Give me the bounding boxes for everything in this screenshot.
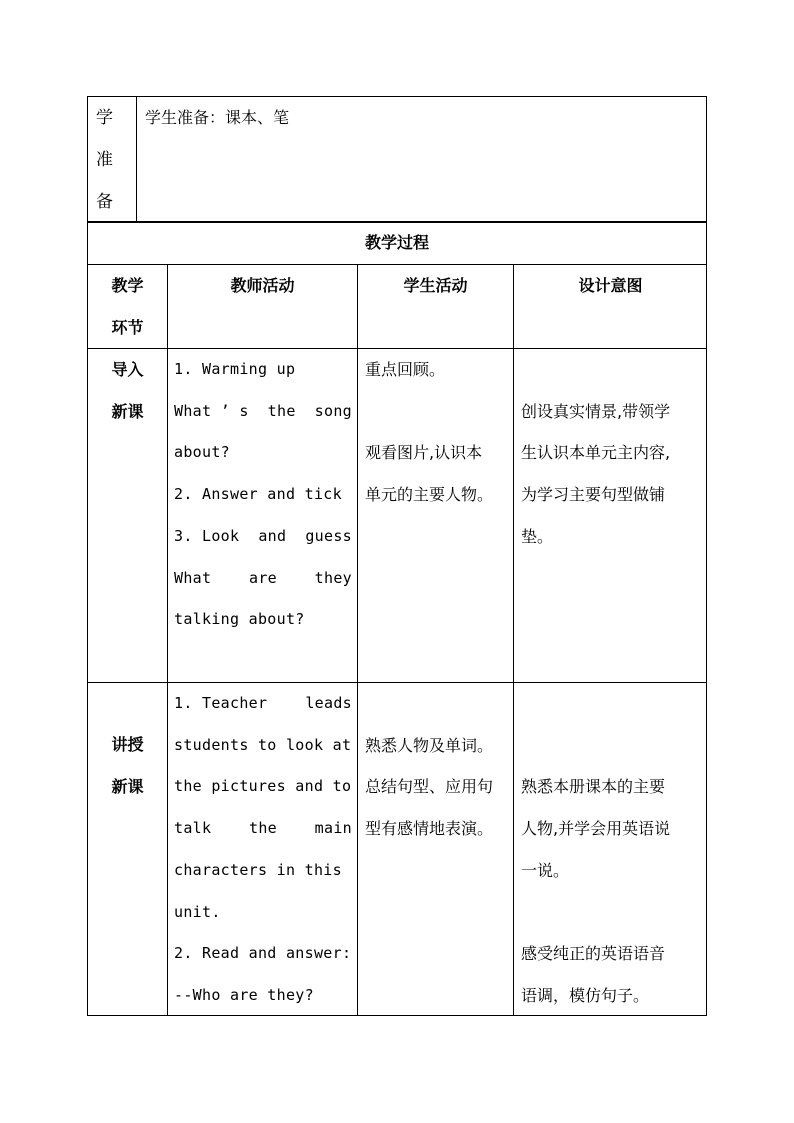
- student-line: [365, 683, 493, 725]
- prep-label-char: 准: [96, 150, 113, 170]
- row2-intent: [521, 683, 670, 1017]
- intent-line: 语调，模仿句子。: [521, 985, 650, 1005]
- teacher-line: students to look at: [174, 735, 352, 754]
- intent-line: [521, 725, 670, 767]
- student-line: 重点回顾。: [365, 360, 446, 379]
- row2-teacher: [174, 683, 352, 1017]
- row2-student: [365, 683, 493, 850]
- header-teacher: 教师活动: [230, 276, 295, 295]
- row1-section: [88, 349, 167, 432]
- teacher-line: talking about?: [174, 610, 305, 629]
- col-divider-2: [357, 264, 358, 1016]
- row1-intent: [521, 349, 670, 558]
- teacher-line: 2. Read and answer:: [174, 944, 352, 963]
- row2-section-line: 新课: [111, 776, 144, 796]
- intent-line: 生认识本单元主内容,: [521, 443, 671, 463]
- prep-content: 学生准备：课本、笔: [145, 108, 290, 127]
- row1-section-line: 导入: [111, 360, 144, 379]
- teacher-line-justified: 1. Teacher leads: [174, 694, 352, 712]
- teacher-line: characters in this: [174, 860, 342, 879]
- header-section-line: 教学: [111, 276, 144, 295]
- student-line: 熟悉人物及单词。: [365, 735, 494, 755]
- intent-line: 垫。: [521, 526, 554, 546]
- prep-label-char: 学: [96, 108, 113, 128]
- row1-section-line: 新课: [111, 401, 144, 421]
- student-line: 总结句型、应用句: [365, 777, 494, 797]
- student-line: 观看图片,认识本: [365, 443, 483, 463]
- intent-line: 人物,并学会用英语说: [521, 819, 671, 839]
- row1-teacher: [174, 349, 352, 641]
- teacher-line: unit.: [174, 902, 221, 921]
- intent-line: [521, 892, 670, 934]
- student-line: [365, 391, 493, 433]
- col-divider-1: [167, 264, 168, 1016]
- student-line: 型有感情地表演。: [365, 819, 494, 839]
- teacher-line: about?: [174, 443, 230, 462]
- intent-line: 感受纯正的英语语音: [521, 944, 666, 964]
- intent-line: 创设真实情景,带领学: [521, 401, 671, 421]
- teacher-line: 1. Warming up: [174, 360, 296, 378]
- header-intent: 设计意图: [578, 276, 643, 295]
- header-section: [88, 265, 167, 348]
- teacher-line: --Who are they?: [174, 985, 314, 1004]
- teacher-line: the pictures and to: [174, 777, 352, 796]
- col-divider-3: [513, 264, 514, 1016]
- prep-label: [96, 97, 113, 223]
- header-student: 学生活动: [403, 276, 468, 295]
- prep-label-char: 备: [96, 192, 113, 212]
- intent-line: 一说。: [521, 860, 570, 880]
- teacher-line-justified: What ’ s the song: [174, 401, 352, 420]
- student-line: 单元的主要人物。: [365, 485, 494, 505]
- process-title: 教学过程: [364, 233, 429, 252]
- intent-line: [521, 683, 670, 725]
- teacher-line-justified: What are they: [174, 568, 352, 587]
- intent-line: 熟悉本册课本的主要: [521, 777, 666, 797]
- intent-line: [521, 349, 670, 391]
- teacher-line-justified: talk the main: [174, 819, 352, 838]
- row2-section-line: 讲授: [111, 735, 144, 754]
- header-section-line: 环节: [111, 317, 144, 337]
- row1-student: [365, 349, 493, 516]
- teacher-line-justified: 3. Look and guess: [174, 526, 352, 545]
- row2-section: [88, 724, 167, 807]
- intent-line: 为学习主要句型做铺: [521, 485, 666, 505]
- teacher-line: 2. Answer and tick: [174, 485, 342, 504]
- prep-divider: [136, 96, 137, 222]
